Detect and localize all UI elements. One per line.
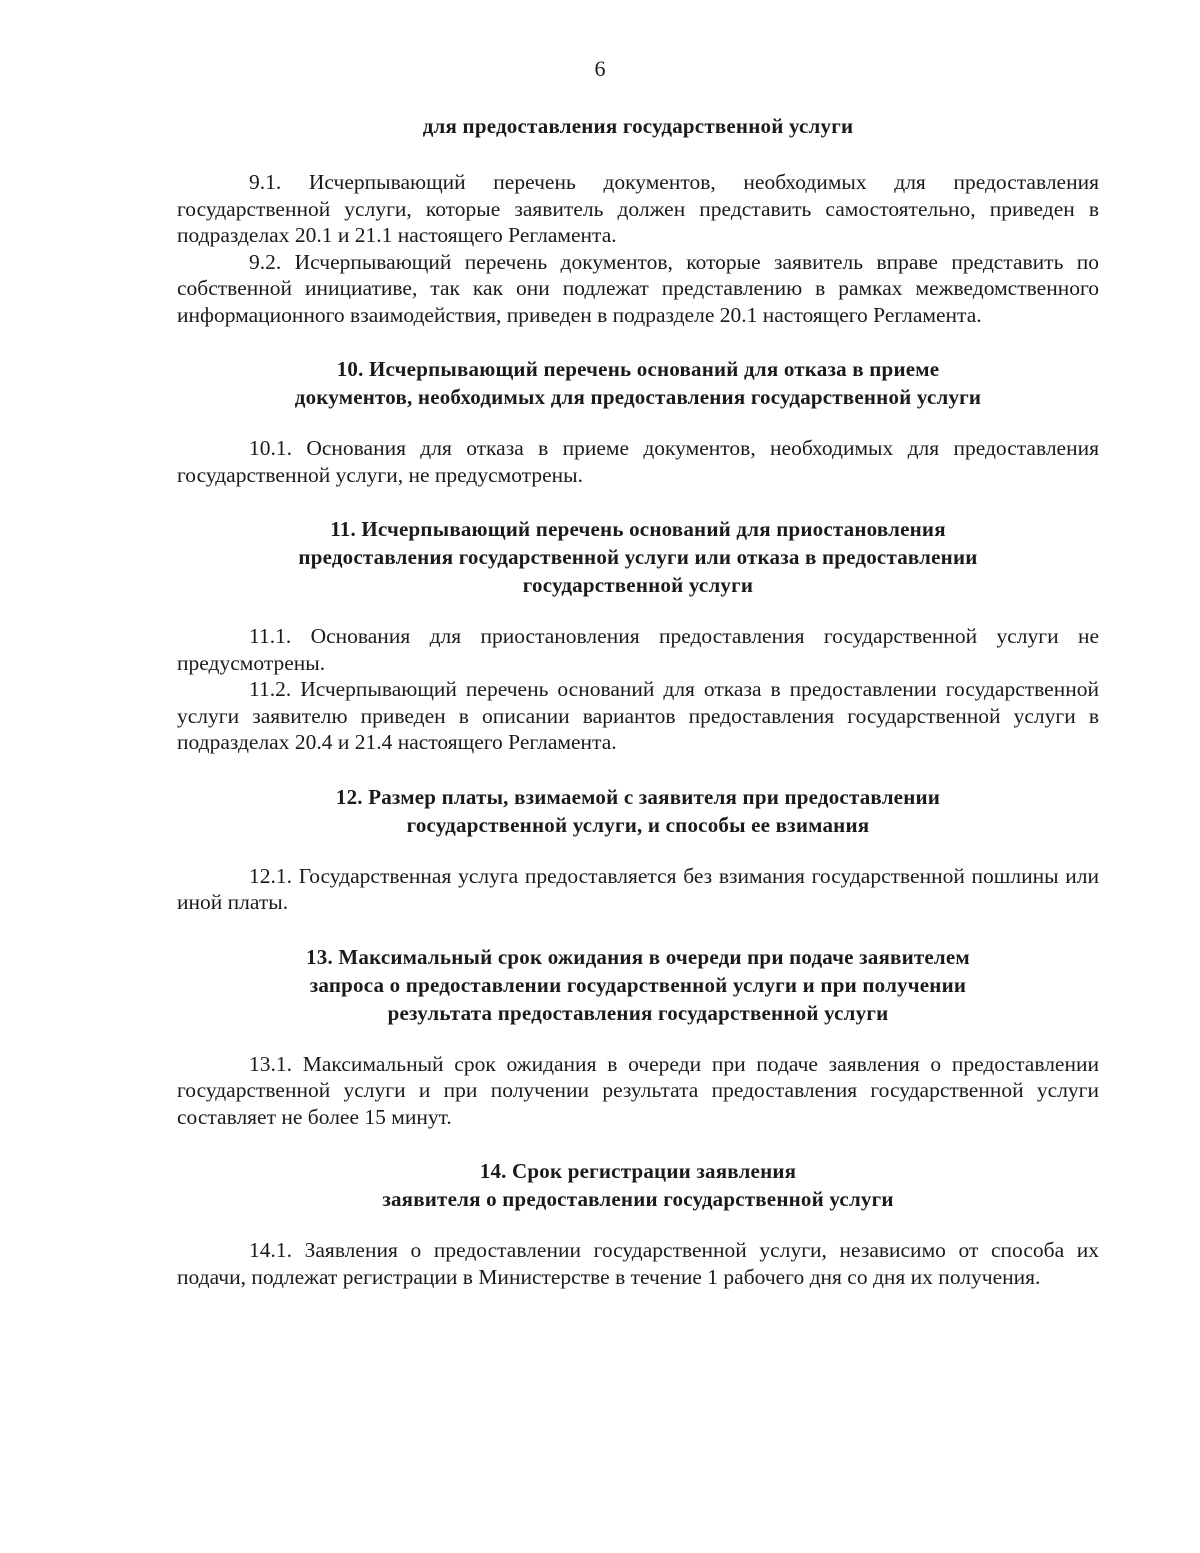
heading-line: государственной услуги (522, 573, 754, 597)
heading-line: запроса о предоставлении государственной услуги и при получении (309, 972, 967, 997)
paragraph-9-1: 9.1. Исчерпывающий перечень документов, необходимых для предоставления государственной услуги, которые заявитель должен представить самостоятельно, приведен в подразделах 20.1 и 21.1 настоящего Регламента. (177, 170, 1099, 247)
section-13 (177, 943, 1099, 1131)
section-9 (177, 112, 1099, 328)
paragraph-12-1: 12.1. Государственная услуга предоставляется без взимания государственной пошлины или иной платы. (177, 863, 1099, 914)
heading-line: 10. Исчерпывающий перечень оснований для отказа в приеме (336, 357, 940, 381)
heading-line: документов, необходимых для предоставления государственной услуги (294, 385, 982, 409)
heading-line: предоставления государственной услуги или отказа в предоставлении (298, 545, 978, 569)
heading-line: 12. Размер платы, взимаемой с заявителя при предоставлении (335, 784, 941, 809)
document-body (177, 112, 1099, 1290)
section-heading (177, 355, 1099, 411)
heading-line: 14. Срок регистрации заявления (479, 1159, 797, 1183)
heading-line: для предоставления государственной услуги (422, 114, 854, 138)
section-12 (177, 783, 1099, 916)
paragraph-9-2: 9.2. Исчерпывающий перечень документов, которые заявитель вправе представить по собственной инициативе, так как они подлежат представлению в рамках межведомственного информационного взаимодействия, приведен в подразделе 20.1 настоящего Регламента. (177, 249, 1099, 327)
section-11 (177, 515, 1099, 756)
section-heading (177, 1157, 1099, 1213)
paragraph-14-1: 14.1. Заявления о предоставлении государственной услуги, независимо от способа их подачи, подлежат регистрации в Министерстве в течение 1 рабочего дня со дня их получения. (177, 1238, 1099, 1289)
heading-line: заявителя о предоставлении государственной услуги (382, 1187, 894, 1211)
section-heading (177, 112, 1099, 140)
paragraph-11-2: 11.2. Исчерпывающий перечень оснований для отказа в предоставлении государственной услуги заявителю приведен в описании вариантов предоставления государственной услуги в подразделах 20.4 и 21.4 настоящего Регламента. (177, 677, 1099, 754)
section-10 (177, 355, 1099, 488)
paragraph-13-1: 13.1. Максимальный срок ожидания в очереди при подаче заявления о предоставлении государственной услуги и при получении результата предоставления государственной услуги составляет не более 15 минут. (177, 1051, 1099, 1129)
paragraph-11-1: 11.1. Основания для приостановления предоставления государственной услуги не предусмотрены. (177, 624, 1099, 675)
heading-line: результата предоставления государственной услуги (387, 1000, 889, 1025)
heading-line: 13. Максимальный срок ожидания в очереди при подаче заявителем (306, 944, 970, 969)
section-heading (177, 515, 1099, 599)
paragraph-10-1: 10.1. Основания для отказа в приеме документов, необходимых для предоставления государственной услуги, не предусмотрены. (177, 436, 1099, 487)
section-heading (177, 943, 1099, 1027)
section-heading (177, 783, 1099, 839)
page-number: 6 (594, 56, 606, 81)
section-14 (177, 1157, 1099, 1290)
heading-line: государственной услуги, и способы ее взимания (406, 812, 870, 837)
heading-line: 11. Исчерпывающий перечень оснований для приостановления (330, 517, 946, 541)
